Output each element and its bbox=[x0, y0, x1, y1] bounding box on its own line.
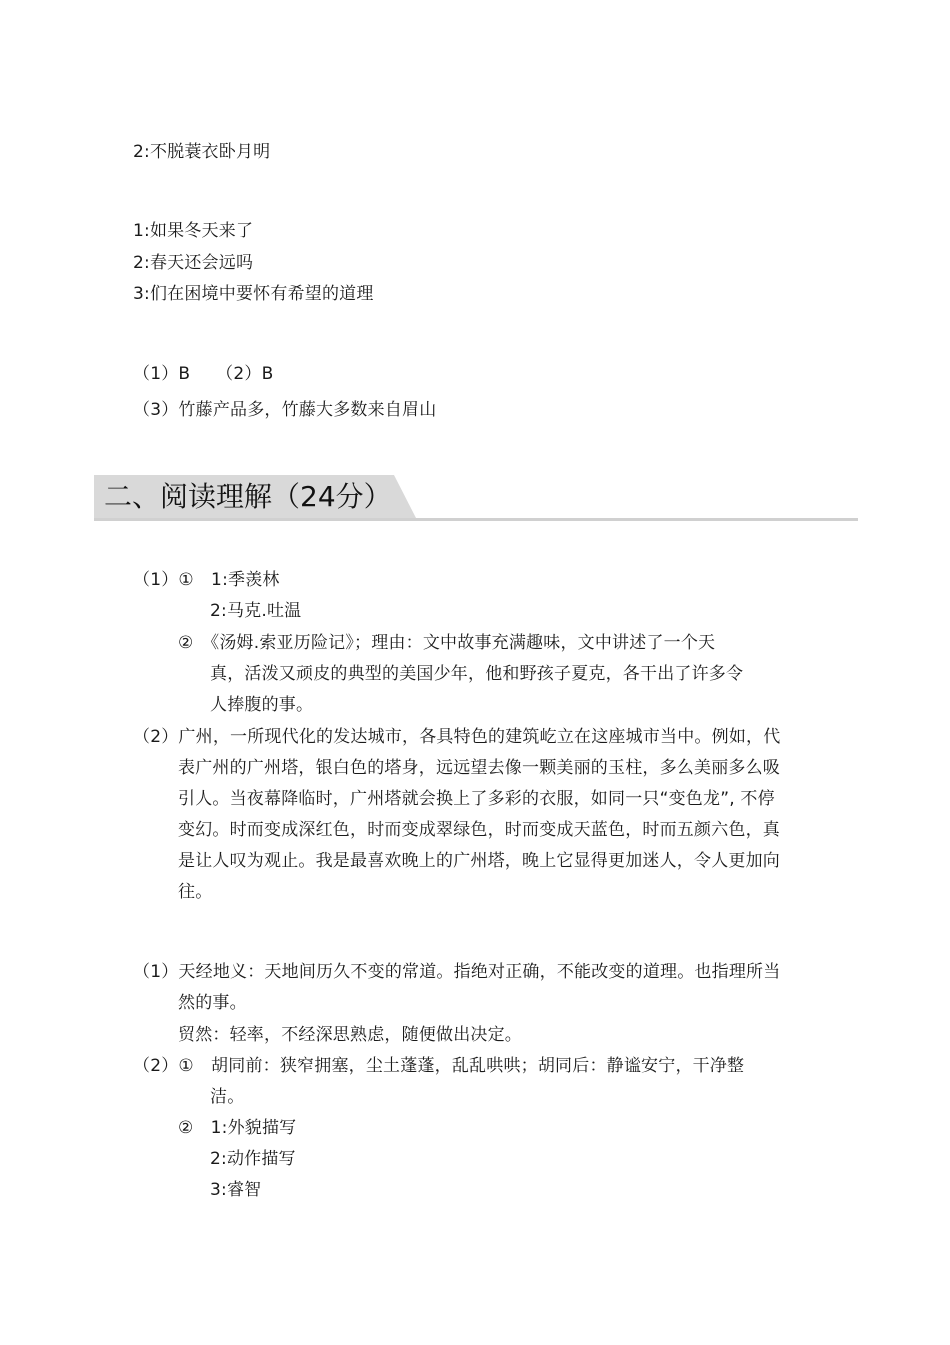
q3-answer: （3）竹藤产品多，竹藤大多数来自眉山 bbox=[133, 400, 437, 420]
reading1-line: （2）广州，一所现代化的发达城市，各具特色的建筑屹立在这座城市当中。例如，代 bbox=[133, 727, 781, 747]
winter-answer-1: 1:如果冬天来了 bbox=[133, 221, 254, 241]
reading2-line: 然的事。 bbox=[178, 993, 247, 1013]
section-header bbox=[94, 475, 858, 522]
reading2-line: 贸然：轻率，不经深思熟虑，随便做出决定。 bbox=[178, 1025, 522, 1045]
reading2-line: （2）① 胡同前：狭窄拥塞，尘土蓬蓬，乱乱哄哄；胡同后：静谧安宁，干净整 bbox=[133, 1056, 745, 1076]
reading1-line: 真，活泼又顽皮的典型的美国少年，他和野孩子夏克，各干出了许多令 bbox=[210, 664, 744, 684]
reading1-line: （1）① 1:季羡林 bbox=[133, 570, 280, 590]
section-header-rule bbox=[94, 518, 858, 521]
reading1-line: 表广州的广州塔，银白色的塔身，远远望去像一颗美丽的玉柱，多么美丽多么吸 bbox=[178, 758, 780, 778]
reading1-line: 引人。当夜幕降临时，广州塔就会换上了多彩的衣服，如同一只“变色龙”, 不停 bbox=[178, 789, 775, 809]
reading1-line: 人捧腹的事。 bbox=[210, 695, 314, 715]
reading1-line: 是让人叹为观止。我是最喜欢晚上的广州塔，晚上它显得更加迷人，令人更加向 bbox=[178, 851, 780, 871]
reading1-line: ② 《汤姆.索亚历险记》；理由：文中故事充满趣味，文中讲述了一个天 bbox=[178, 633, 716, 653]
reading2-line: 2:动作描写 bbox=[210, 1149, 296, 1169]
winter-answer-3: 3:们在困境中要怀有希望的道理 bbox=[133, 284, 374, 304]
reading2-line: 3:睿智 bbox=[210, 1180, 262, 1200]
reading2-line: 洁。 bbox=[210, 1087, 245, 1107]
poem-line-answer: 2:不脱蓑衣卧月明 bbox=[133, 142, 271, 162]
reading1-line: 变幻。时而变成深红色，时而变成翠绿色，时而变成天蓝色，时而五颜六色，真 bbox=[178, 820, 780, 840]
reading1-line: 往。 bbox=[178, 882, 213, 902]
choice-answers-row: （1）B （2）B bbox=[133, 364, 274, 384]
reading2-line: （1）天经地义：天地间历久不变的常道。指绝对正确，不能改变的道理。也指理所当 bbox=[133, 962, 781, 982]
winter-answer-2: 2:春天还会远吗 bbox=[133, 253, 254, 273]
reading2-line: ② 1:外貌描写 bbox=[178, 1118, 297, 1138]
section-title: 二、阅读理解（24分） bbox=[104, 480, 392, 513]
reading1-line: 2:马克.吐温 bbox=[210, 601, 302, 621]
